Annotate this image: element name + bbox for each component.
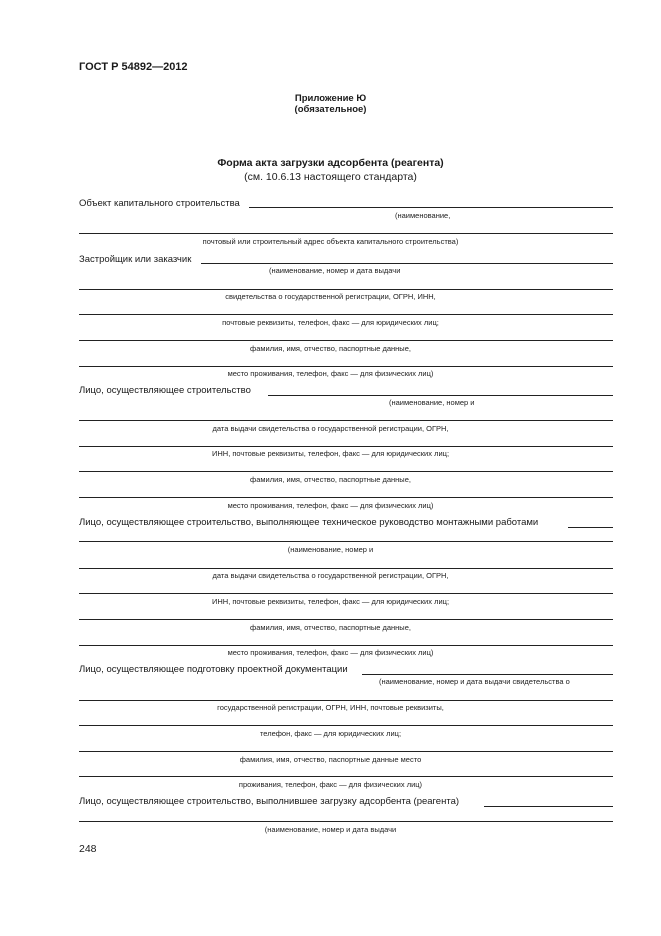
fill-line[interactable] [79, 233, 613, 234]
field-hint: (наименование, номер и [287, 545, 374, 554]
appendix-title: Приложение Ю [294, 93, 367, 104]
field-hint: место проживания, телефон, факс — для физических лиц) [227, 501, 434, 510]
fill-line[interactable] [79, 541, 613, 542]
fill-line[interactable] [79, 776, 613, 777]
field-hint: государственной регистрации, ОГРН, ИНН, почтовые реквизиты, [217, 703, 444, 712]
fill-line[interactable] [79, 497, 613, 498]
field-label-object: Объект капитального строительства [79, 198, 240, 209]
fill-line[interactable] [268, 395, 613, 396]
fill-line[interactable] [79, 619, 613, 620]
field-hint: фамилия, имя, отчество, паспортные данные, [250, 344, 411, 353]
field-hint: ИНН, почтовые реквизиты, телефон, факс — для юридических лиц; [211, 597, 450, 606]
fill-line[interactable] [484, 806, 613, 807]
fill-line[interactable] [79, 289, 613, 290]
fill-line[interactable] [79, 471, 613, 472]
field-hint: фамилия, имя, отчество, паспортные данные место [239, 755, 422, 764]
field-hint: почтовый или строительный адрес объекта капитального строительства) [202, 237, 459, 246]
fill-line[interactable] [79, 645, 613, 646]
fill-line[interactable] [79, 593, 613, 594]
field-label-designer: Лицо, осуществляющее подготовку проектной документации [79, 664, 348, 675]
fill-line[interactable] [79, 568, 613, 569]
fill-line[interactable] [568, 527, 613, 528]
field-hint: (наименование, номер и дата выдачи [264, 825, 397, 834]
page-number: 248 [79, 843, 97, 855]
field-hint: свидетельства о государственной регистрации, ОГРН, ИНН, [225, 292, 436, 301]
fill-line[interactable] [79, 821, 613, 822]
fill-line[interactable] [79, 446, 613, 447]
field-hint: фамилия, имя, отчество, паспортные данные, [250, 475, 411, 484]
fill-line[interactable] [79, 366, 613, 367]
field-hint: телефон, факс — для юридических лиц; [259, 729, 402, 738]
field-label-loader: Лицо, осуществляющее строительство, выполнившее загрузку адсорбента (реагента) [79, 796, 460, 807]
standard-number: ГОСТ Р 54892—2012 [79, 61, 188, 73]
field-hint: место проживания, телефон, факс — для физических лиц) [227, 369, 434, 378]
field-hint: ИНН, почтовые реквизиты, телефон, факс — для юридических лиц; [211, 449, 450, 458]
field-hint: дата выдачи свидетельства о государственной регистрации, ОГРН, [212, 424, 449, 433]
field-hint: фамилия, имя, отчество, паспортные данные, [250, 623, 411, 632]
field-hint: (наименование, номер и дата выдачи свидетельства о [379, 677, 570, 686]
field-label-builder: Лицо, осуществляющее строительство [79, 385, 251, 396]
fill-line[interactable] [249, 207, 613, 208]
field-hint: (наименование, номер и [389, 398, 475, 407]
fill-line[interactable] [79, 314, 613, 315]
field-label-supervisor: Лицо, осуществляющее строительство, выполняющее техническое руководство монтажными работами [79, 517, 539, 528]
appendix-status: (обязательное) [294, 104, 367, 115]
fill-line[interactable] [79, 340, 613, 341]
field-hint: проживания, телефон, факс — для физических лиц) [238, 780, 423, 789]
fill-line[interactable] [201, 263, 613, 264]
field-hint: (наименование, номер и дата выдачи [269, 266, 401, 275]
fill-line[interactable] [362, 674, 613, 675]
field-hint: (наименование, [395, 211, 451, 220]
form-title: Форма акта загрузки адсорбента (реагента) [217, 157, 444, 169]
fill-line[interactable] [79, 420, 613, 421]
form-subtitle: (см. 10.6.13 настоящего стандарта) [244, 171, 417, 183]
fill-line[interactable] [79, 700, 613, 701]
fill-line[interactable] [79, 725, 613, 726]
field-hint: почтовые реквизиты, телефон, факс — для юридических лиц; [222, 318, 439, 327]
field-label-developer: Застройщик или заказчик [79, 254, 192, 265]
field-hint: дата выдачи свидетельства о государственной регистрации, ОГРН, [212, 571, 449, 580]
field-hint: место проживания, телефон, факс — для физических лиц) [227, 648, 434, 657]
fill-line[interactable] [79, 751, 613, 752]
